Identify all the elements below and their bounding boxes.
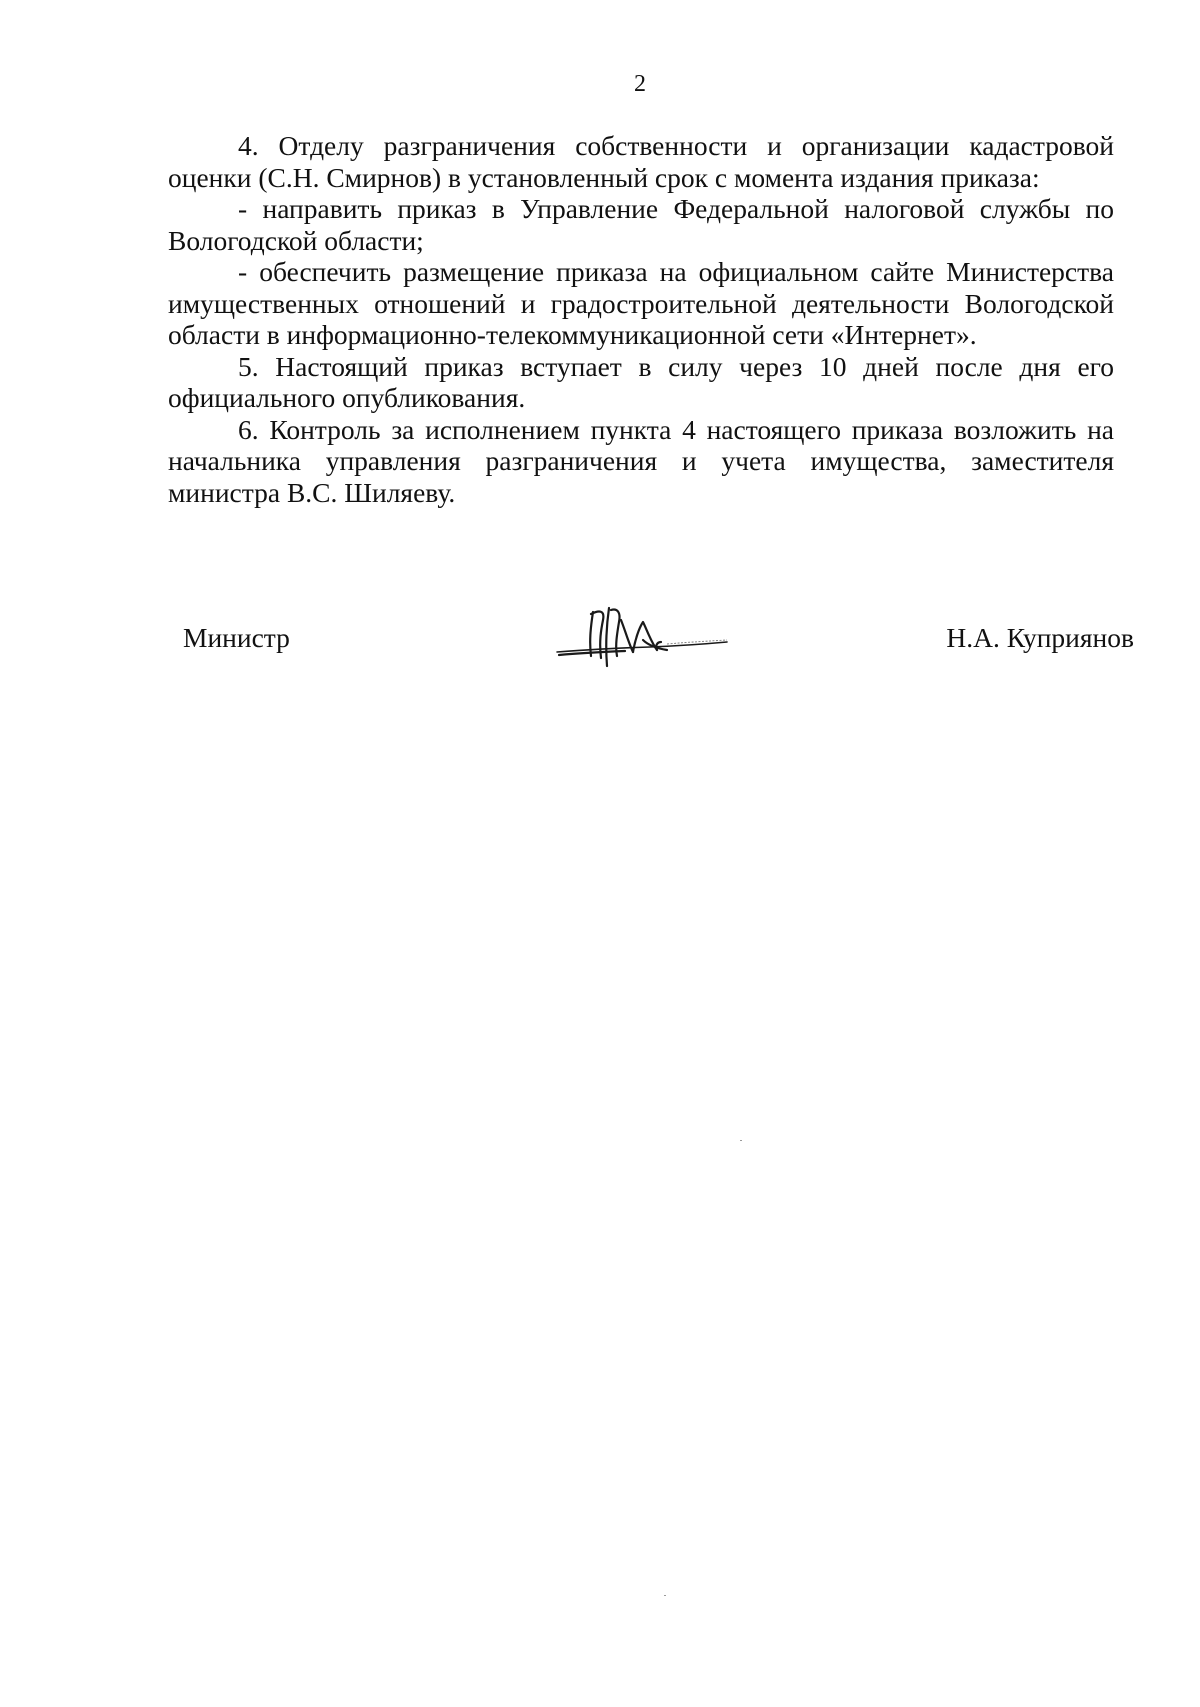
paragraph-send-order: - направить приказ в Управление Федеральной налоговой службы по Вологодской области; — [168, 193, 1114, 256]
page-number: 2 — [634, 71, 646, 97]
paragraph-item-4: 4. Отделу разграничения собственности и организации кадастровой оценки (С.Н. Смирнов) в установленный срок с момента издания приказа: — [168, 130, 1114, 193]
scan-speck — [664, 1595, 666, 1596]
signatory-position: Министр — [183, 622, 290, 653]
scan-speck — [740, 1140, 742, 1141]
signatory-name: Н.А. Куприянов — [946, 622, 1134, 653]
document-body — [168, 130, 1114, 508]
paragraph-item-6: 6. Контроль за исполнением пункта 4 настоящего приказа возложить на начальника управления разграничения и учета имущества, заместителя министра В.С. Шиляеву. — [168, 413, 1114, 508]
paragraph-item-5: 5. Настоящий приказ вступает в силу через 10 дней после дня его официального опубликования. — [168, 350, 1114, 413]
paragraph-publish-order: - обеспечить размещение приказа на официальном сайте Министерства имущественных отношений и градостроительной деятельности Вологодской области в информационно-телекоммуникационной сети «Интернет». — [168, 256, 1114, 350]
handwritten-signature — [555, 600, 730, 672]
signature-block — [0, 600, 1200, 680]
